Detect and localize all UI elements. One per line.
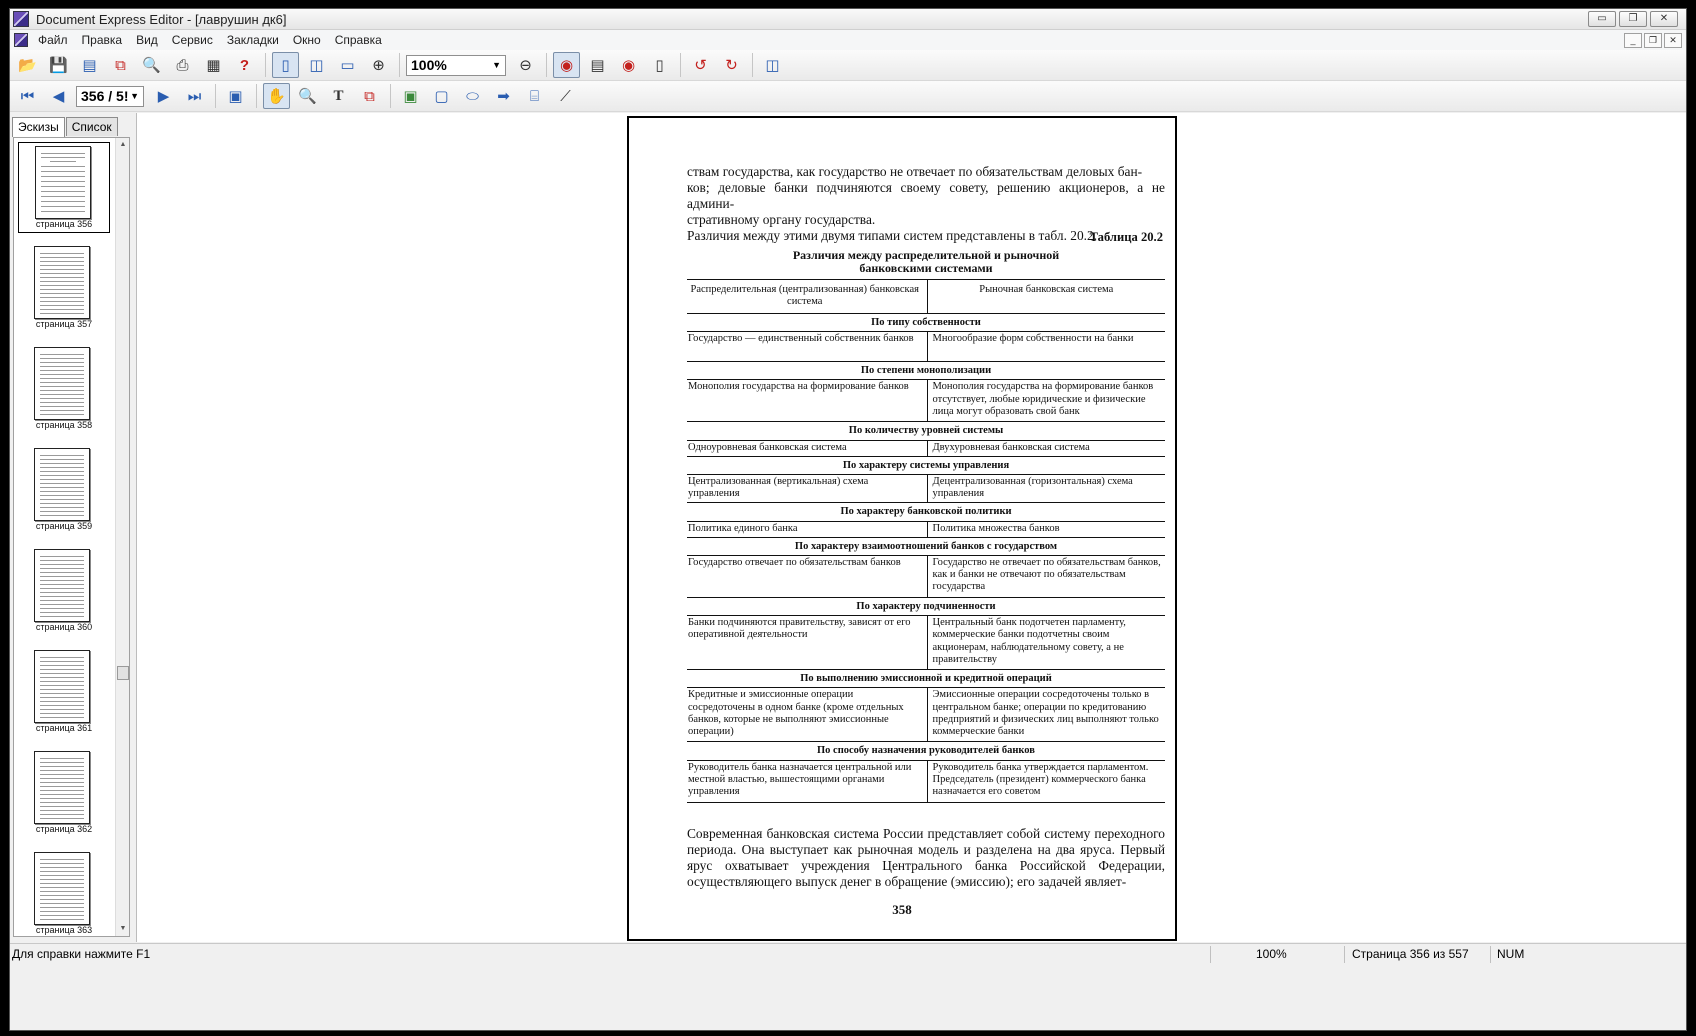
thumbnail-page-361[interactable] [18, 647, 110, 738]
menu-view[interactable]: Вид [136, 33, 158, 47]
thumbnail-label: страница 363 [35, 925, 93, 935]
section-title: По выполнению эмиссионной и кредитной операций [687, 670, 1165, 688]
cell-right: Государство не отвечает по обязательствам банков, как и банки не отвечают по обязательствам государства [927, 556, 1165, 598]
find-icon[interactable]: 🔍 [142, 56, 161, 74]
layer-mixed-icon[interactable]: ◉ [553, 52, 580, 78]
table-section-row [687, 314, 1165, 332]
table-row [687, 475, 1165, 503]
minimize-button[interactable]: ▭ [1588, 11, 1616, 27]
region-select-icon[interactable]: ⧉ [364, 87, 375, 105]
table-title-line-1: Различия между распределительной и рыночной [792, 248, 1060, 262]
comparison-table [687, 279, 1165, 803]
thumbnail-image [34, 448, 90, 521]
page-number: 358 [892, 902, 912, 917]
toolbar-separator [680, 53, 681, 77]
menu-help[interactable]: Справка [334, 33, 382, 47]
select-area-icon[interactable]: ▣ [403, 87, 418, 105]
table-row [687, 440, 1165, 456]
table-row [687, 556, 1165, 598]
close-button[interactable]: ✕ [1650, 11, 1678, 27]
column-header-market: Рыночная банковская система [927, 280, 1165, 314]
document-system-icon[interactable] [14, 33, 28, 47]
table-header-row [687, 280, 1165, 314]
first-page-icon[interactable]: ⏮ [20, 87, 35, 105]
tab-list[interactable]: Список [66, 117, 118, 136]
thumbnail-page-362[interactable] [18, 748, 110, 839]
text-select-icon[interactable]: T [333, 87, 344, 104]
zoom-tool-icon[interactable]: 🔍 [298, 87, 317, 105]
closing-text [687, 826, 1165, 890]
intro-line-1: ствам государства, как государство не отвечает по обязательствам деловых бан- [687, 164, 1143, 179]
section-title: По характеру системы управления [687, 456, 1165, 474]
cell-left: Руководитель банка назначается центральной или местной властью, вышестоящими органами управления [687, 760, 927, 802]
thumbnail-list[interactable] [13, 137, 130, 937]
status-help: Для справки нажмите F1 [12, 947, 151, 961]
status-divider [1210, 946, 1211, 963]
scan-icon[interactable]: ▤ [82, 56, 97, 74]
intro-line-2: ков; деловые банки подчиняются своему совету, решению акционеров, а не админи- [687, 180, 1165, 211]
doc-minimize-button[interactable]: _ [1624, 33, 1642, 48]
cell-right: Децентрализованная (горизонтальная) схема управления [927, 475, 1165, 503]
zoom-combo[interactable] [406, 55, 506, 76]
print-icon[interactable]: ⎙ [176, 56, 189, 74]
thumbnail-page-358[interactable] [18, 344, 110, 435]
thumbnail-image [34, 246, 90, 319]
layer-text-icon[interactable]: ▯ [655, 56, 664, 74]
save-icon[interactable]: 💾 [49, 56, 68, 74]
thumbnail-label: страница 360 [35, 622, 93, 632]
table-section-row [687, 742, 1165, 760]
table-row [687, 521, 1165, 537]
table-row [687, 332, 1165, 362]
cell-left: Кредитные и эмиссионные операции сосредоточены в одном банке (кроме отдельных банков, которые не выполняют эмиссионные операции) [687, 688, 927, 742]
layer-background-icon[interactable]: ▤ [590, 56, 605, 74]
section-title: По характеру банковской политики [687, 503, 1165, 521]
thumbnail-label: страница 358 [35, 420, 93, 430]
toolbar-separator [215, 84, 216, 108]
doc-close-button[interactable]: ✕ [1664, 33, 1682, 48]
next-page-icon[interactable]: ▶ [157, 87, 170, 105]
thumbnail-label: страница 361 [35, 723, 93, 733]
thumbnail-image [34, 650, 90, 723]
cell-right: Центральный банк подотчетен парламенту, коммерческие банки подотчетны своим акционерам, наблюдательному совету, а не правительству [927, 616, 1165, 670]
fit-page-icon[interactable]: ▣ [228, 87, 243, 105]
status-page: Страница 356 из 557 [1352, 947, 1469, 961]
app-logo-icon [13, 11, 29, 27]
column-header-distributive: Распределительная (централизованная) банковская система [687, 280, 927, 314]
prev-page-icon[interactable]: ◀ [52, 87, 65, 105]
menu-window[interactable]: Окно [292, 33, 321, 47]
last-page-icon[interactable]: ⏭ [187, 87, 202, 105]
toolbar-separator [390, 84, 391, 108]
cell-right: Двухуровневая банковская система [927, 440, 1165, 456]
table-section-row [687, 503, 1165, 521]
thumbnail-label: страница 359 [35, 521, 93, 531]
table-row [687, 688, 1165, 742]
menu-file[interactable]: Файл [38, 33, 68, 47]
closing-paragraph: Современная банковская система России представляет собой систему переходного периода. Она выступает как рыночная модель и разделена на два яруса. Первый ярус охватывает учреждения Центрального банка Российской Федерации, осуществляющего выпуск денег в обращение (эмиссию); его задачей являет- [687, 826, 1165, 889]
cell-left: Монополия государства на формирование банков [687, 380, 927, 422]
continuous-icon[interactable]: ◫ [309, 56, 324, 74]
section-title: По количеству уровней системы [687, 422, 1165, 440]
table-section-row [687, 670, 1165, 688]
thumbnail-image [34, 549, 90, 622]
toolbar-separator [256, 84, 257, 108]
main-toolbar [10, 50, 1686, 81]
window-title: Document Express Editor - [лаврушин дк6] [36, 11, 287, 27]
thumbnail-image [34, 852, 90, 925]
select-arrow-icon[interactable]: ➡ [497, 87, 510, 105]
rotate-right-icon[interactable]: ↻ [725, 56, 738, 74]
select-text-frame-icon[interactable]: ⌸ [529, 87, 539, 105]
cell-right: Политика множества банков [927, 521, 1165, 537]
section-title: По характеру подчиненности [687, 598, 1165, 616]
cell-right: Многообразие форм собственности на банки [927, 332, 1165, 362]
menu-bar [10, 30, 1686, 50]
cell-left: Государство — единственный собственник банков [687, 332, 927, 362]
help-icon[interactable]: ? [239, 56, 250, 74]
cell-left: Централизованная (вертикальная) схема управления [687, 475, 927, 503]
chevron-down-icon[interactable]: ▼ [492, 60, 501, 70]
cell-right: Монополия государства на формирование банков отсутствует, любые юридические и физические лица могут образовать свой банк [927, 380, 1165, 422]
table-row [687, 616, 1165, 670]
status-divider [1344, 946, 1345, 963]
section-title: По способу назначения руководителей банков [687, 742, 1165, 760]
section-title: По характеру взаимоотношений банков с государством [687, 537, 1165, 555]
intro-line-3: стративному органу государства. [687, 212, 876, 227]
thumbnail-image [34, 347, 90, 420]
select-rect-icon[interactable]: ▢ [434, 87, 449, 105]
thumbnail-image [35, 146, 91, 219]
select-line-icon[interactable]: ⟋ [560, 87, 571, 105]
menu-edit[interactable]: Правка [81, 33, 123, 47]
thumbnail-page-359[interactable] [18, 445, 110, 536]
thumbnail-label: страница 362 [35, 824, 93, 834]
scroll-down-icon[interactable]: ▼ [119, 925, 127, 932]
table-row [687, 760, 1165, 802]
table-row [687, 380, 1165, 422]
thumbnail-scrollbar[interactable] [115, 138, 129, 936]
table-section-row [687, 422, 1165, 440]
cell-left: Политика единого банка [687, 521, 927, 537]
cell-left: Одноуровневая банковская система [687, 440, 927, 456]
page-value: 356 / 5! [81, 88, 129, 104]
menu-bookmarks[interactable]: Закладки [226, 33, 279, 47]
thumbnails-toggle-icon[interactable]: ◫ [765, 56, 780, 74]
scrollbar-thumb[interactable] [117, 666, 129, 680]
document-view[interactable] [136, 113, 1687, 942]
scroll-up-icon[interactable]: ▲ [119, 141, 127, 148]
section-title: По степени монополизации [687, 362, 1165, 380]
single-page-icon[interactable]: ▯ [272, 52, 299, 78]
table-section-row [687, 456, 1165, 474]
export-icon[interactable]: ⧉ [115, 56, 126, 74]
thumbnail-image [34, 751, 90, 824]
thumbnail-page-357[interactable] [18, 243, 110, 334]
rotate-left-icon[interactable]: ↺ [694, 56, 707, 74]
chevron-down-icon[interactable]: ▼ [130, 91, 139, 101]
status-num: NUM [1497, 947, 1525, 961]
cell-left: Банки подчиняются правительству, зависят от его оперативной деятельности [687, 616, 927, 670]
status-bar [10, 943, 1686, 964]
thumbnail-panel [10, 113, 133, 942]
hand-tool-icon[interactable]: ✋ [263, 83, 290, 109]
document-page [627, 116, 1177, 941]
select-ellipse-icon[interactable]: ⬭ [466, 87, 479, 105]
toolbar-separator [546, 53, 547, 77]
status-divider [1490, 946, 1491, 963]
page-combo[interactable] [76, 86, 144, 107]
toolbar-separator [752, 53, 753, 77]
table-section-row [687, 537, 1165, 555]
thumbnail-label: страница 357 [35, 319, 93, 329]
thumbnail-label: страница 356 [35, 219, 93, 229]
cell-left: Государство отвечает по обязательствам банков [687, 556, 927, 598]
zoom-value: 100% [411, 57, 447, 73]
section-title: По типу собственности [687, 314, 1165, 332]
tab-thumbnails[interactable]: Эскизы [12, 117, 65, 137]
menu-service[interactable]: Сервис [171, 33, 213, 47]
doc-restore-button[interactable]: ❐ [1644, 33, 1662, 48]
app-window [9, 8, 1687, 1031]
thumbnail-page-363[interactable] [18, 849, 110, 937]
intro-paragraph: Различия между этими двумя типами систем представлены в табл. 20.2. [687, 228, 1098, 243]
table-title [687, 249, 1165, 275]
zoom-in-icon[interactable]: ⊕ [372, 56, 385, 74]
cell-right: Руководитель банка утверждается парламентом. Председатель (президент) коммерческого банка назначается его советом [927, 760, 1165, 802]
navigation-toolbar [10, 81, 1686, 112]
zoom-out-icon[interactable]: ⊖ [519, 56, 532, 74]
toolbar-separator [399, 53, 400, 77]
status-zoom: 100% [1256, 947, 1287, 961]
title-bar [10, 9, 1686, 30]
facing-icon[interactable]: ▭ [340, 56, 355, 74]
table-title-line-2: банковскими системами [859, 261, 993, 275]
table-number: Таблица 20.2 [1089, 230, 1163, 244]
cell-right: Эмиссионные операции сосредоточены только в центральном банке; операции по кредитованию предприятий и физических лиц выполняют только коммерческие банки [927, 688, 1165, 742]
thumbnail-page-360[interactable] [18, 546, 110, 637]
open-icon[interactable]: 📂 [18, 56, 37, 74]
toolbar-separator [265, 53, 266, 77]
thumbnail-page-356[interactable] [18, 142, 110, 233]
layer-foreground-icon[interactable]: ◉ [621, 56, 636, 74]
table-section-row [687, 362, 1165, 380]
maximize-button[interactable]: ❐ [1619, 11, 1647, 27]
page-setup-icon[interactable]: ▦ [206, 56, 221, 74]
table-section-row [687, 598, 1165, 616]
